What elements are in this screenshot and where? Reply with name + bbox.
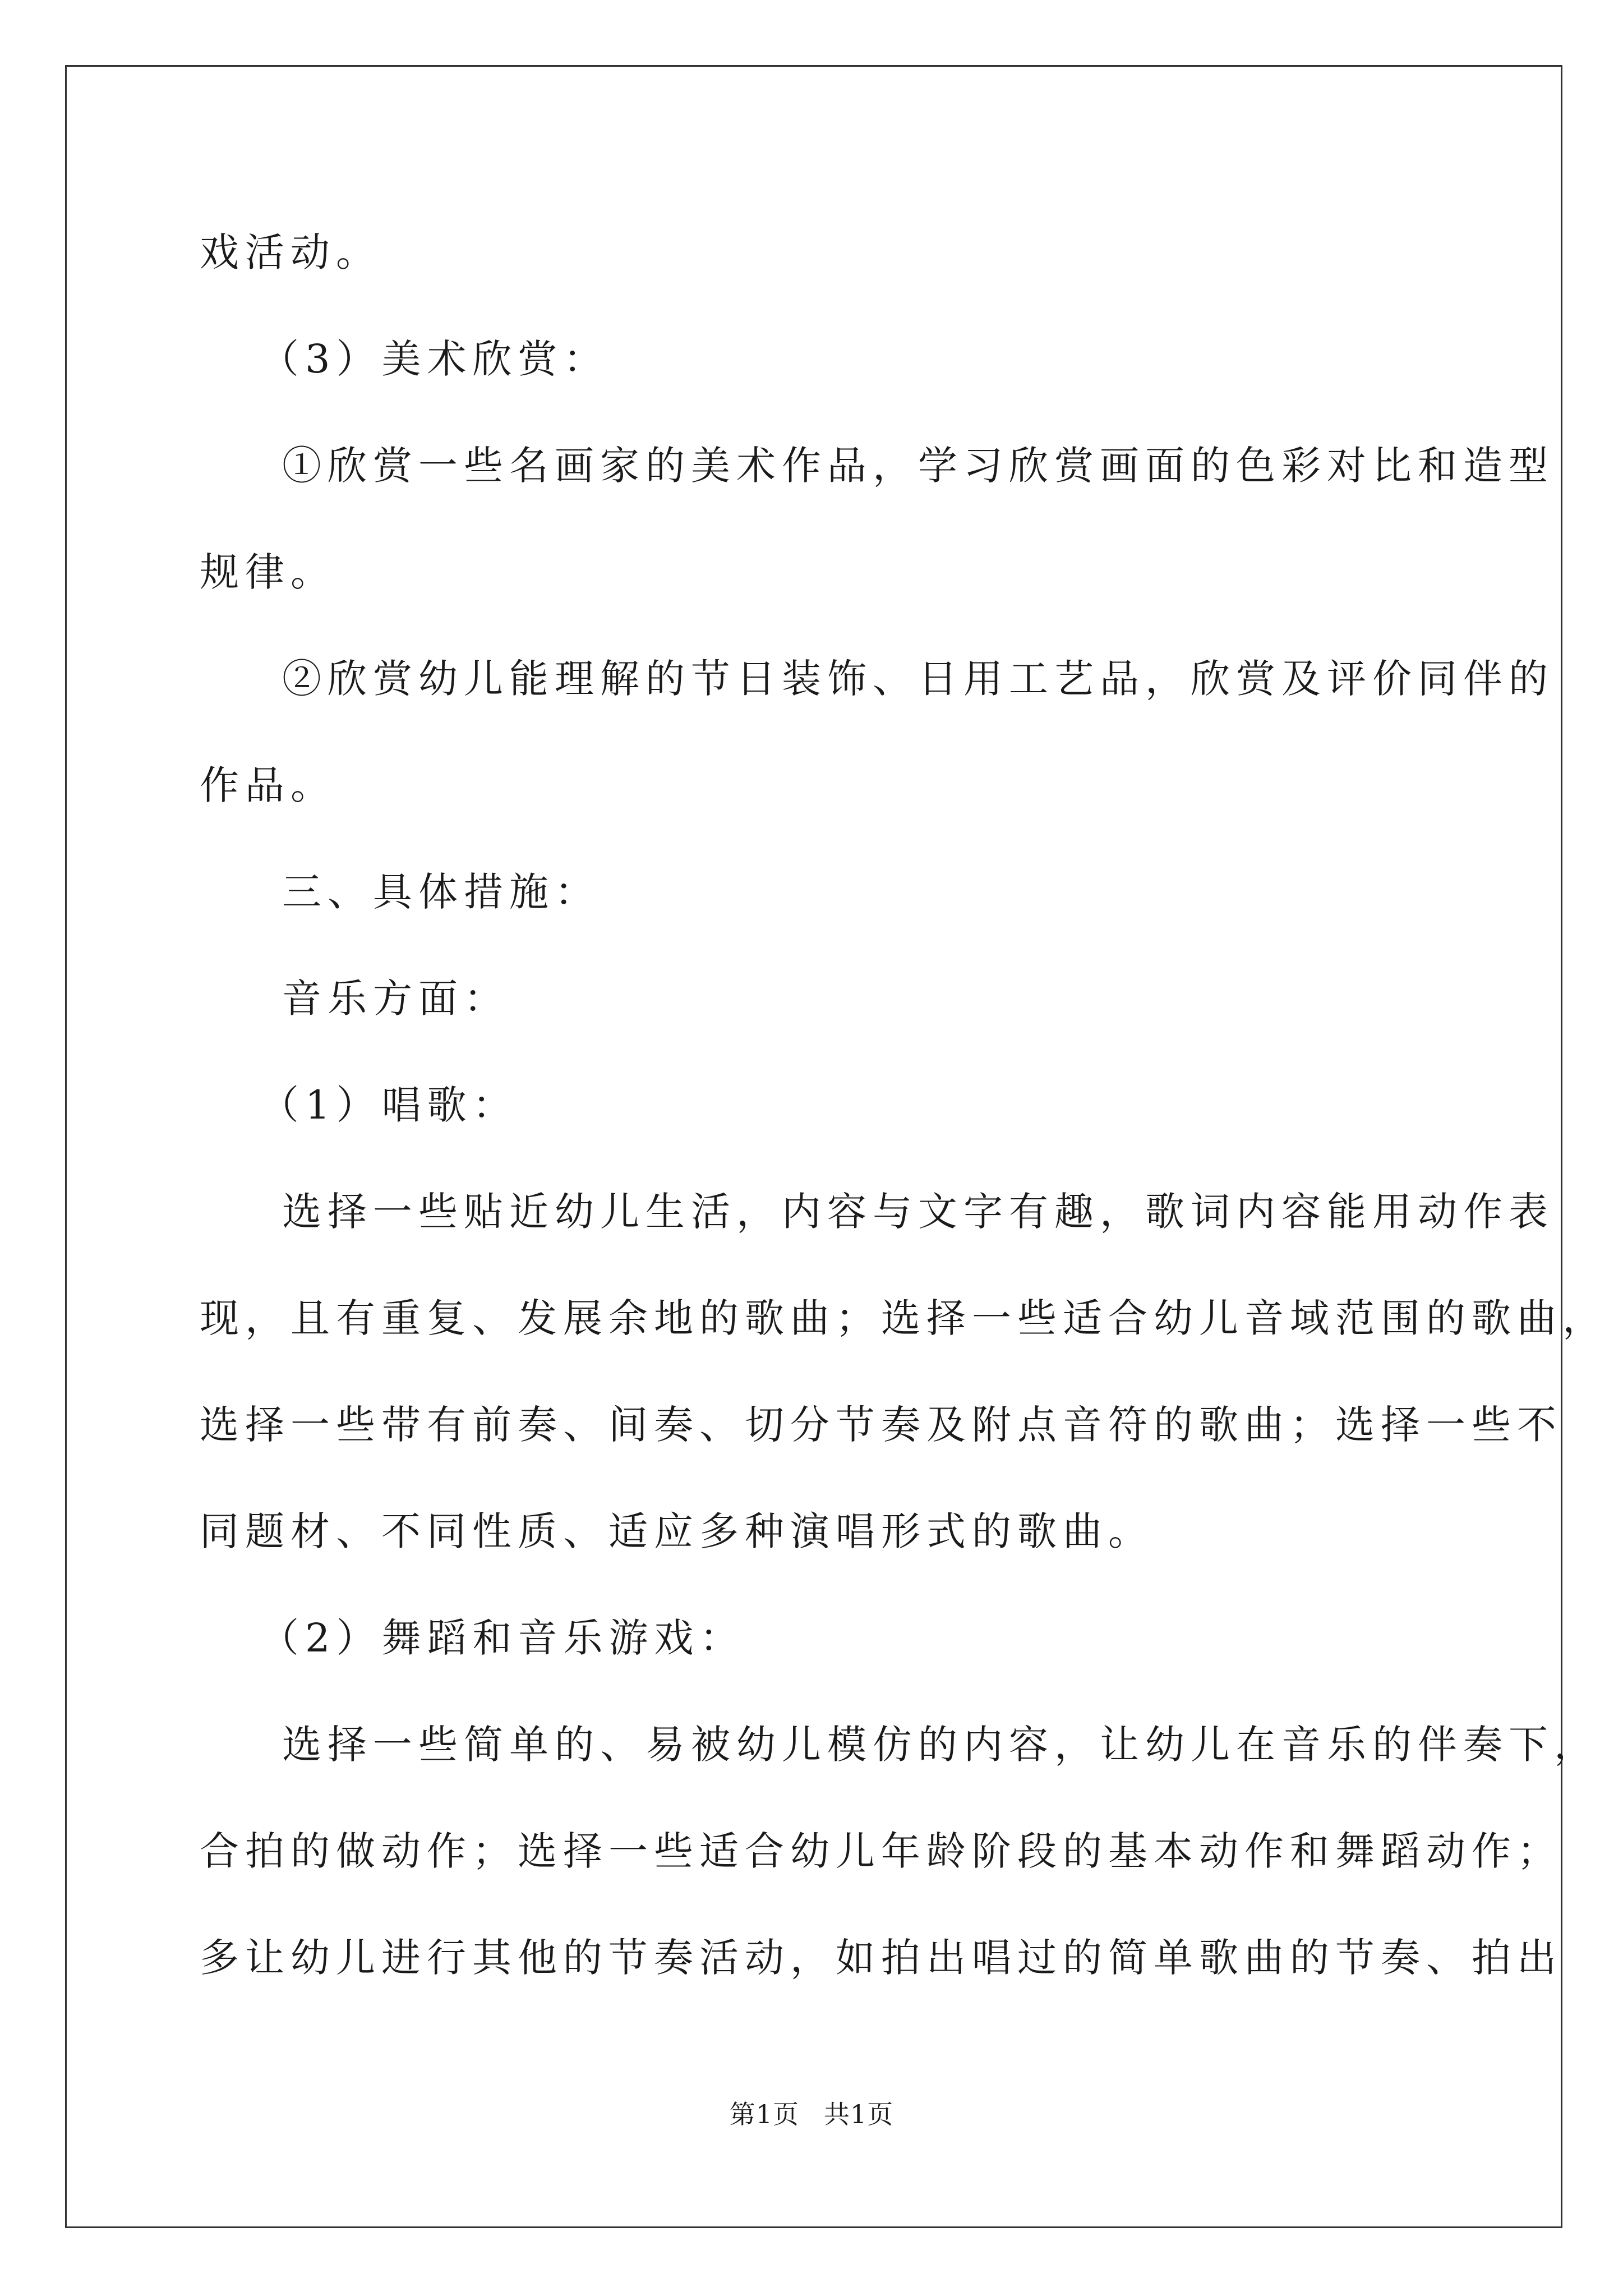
text-line: 同题材、不同性质、适应多种演唱形式的歌曲。	[200, 1508, 1154, 1554]
text-line: 合拍的做动作；选择一些适合幼儿年龄阶段的基本动作和舞蹈动作；	[200, 1828, 1562, 1874]
section-heading	[200, 839, 1439, 945]
text-line: （3）美术欣赏：	[260, 336, 609, 382]
text-line: ②欣赏幼儿能理解的节日装饰、日用工艺品，欣赏及评价同伴的	[282, 656, 1554, 702]
text-line: 音乐方面：	[282, 976, 509, 1022]
section-heading	[200, 1052, 1439, 1158]
paragraph	[200, 199, 1439, 306]
page-footer	[0, 2094, 1623, 2131]
page-total: 共1页	[824, 2099, 894, 2129]
text-line: 选择一些简单的、易被幼儿模仿的内容，让幼儿在音乐的伴奏下，	[282, 1722, 1599, 1768]
text-line: 多让幼儿进行其他的节奏活动，如拍出唱过的简单歌曲的节奏、拍出	[200, 1935, 1562, 1981]
paragraph	[200, 625, 1554, 839]
document-body	[200, 199, 1608, 2011]
text-line: 规律。	[200, 549, 336, 595]
paragraph	[200, 1691, 1599, 2011]
text-line: ①欣赏一些名画家的美术作品，学习欣赏画面的色彩对比和造型	[282, 443, 1554, 489]
text-line: （1）唱歌：	[260, 1082, 518, 1128]
paragraph	[200, 1158, 1608, 1585]
text-line: 作品。	[200, 762, 336, 808]
text-line: 选择一些贴近幼儿生活，内容与文字有趣，歌词内容能用动作表	[282, 1189, 1554, 1235]
page-number: 第1页	[729, 2099, 799, 2129]
text-line: 戏活动。	[200, 229, 381, 275]
text-line: 选择一些带有前奏、间奏、切分节奏及附点音符的歌曲；选择一些不	[200, 1402, 1562, 1448]
section-heading	[200, 306, 1439, 412]
text-line: （2）舞蹈和音乐游戏：	[260, 1615, 745, 1661]
section-heading	[200, 1585, 1439, 1691]
text-line: 现，且有重复、发展余地的歌曲；选择一些适合幼儿音域范围的歌曲，	[200, 1295, 1608, 1341]
text-line: 三、具体措施：	[282, 869, 600, 915]
paragraph	[200, 412, 1554, 625]
section-heading	[200, 945, 1439, 1052]
